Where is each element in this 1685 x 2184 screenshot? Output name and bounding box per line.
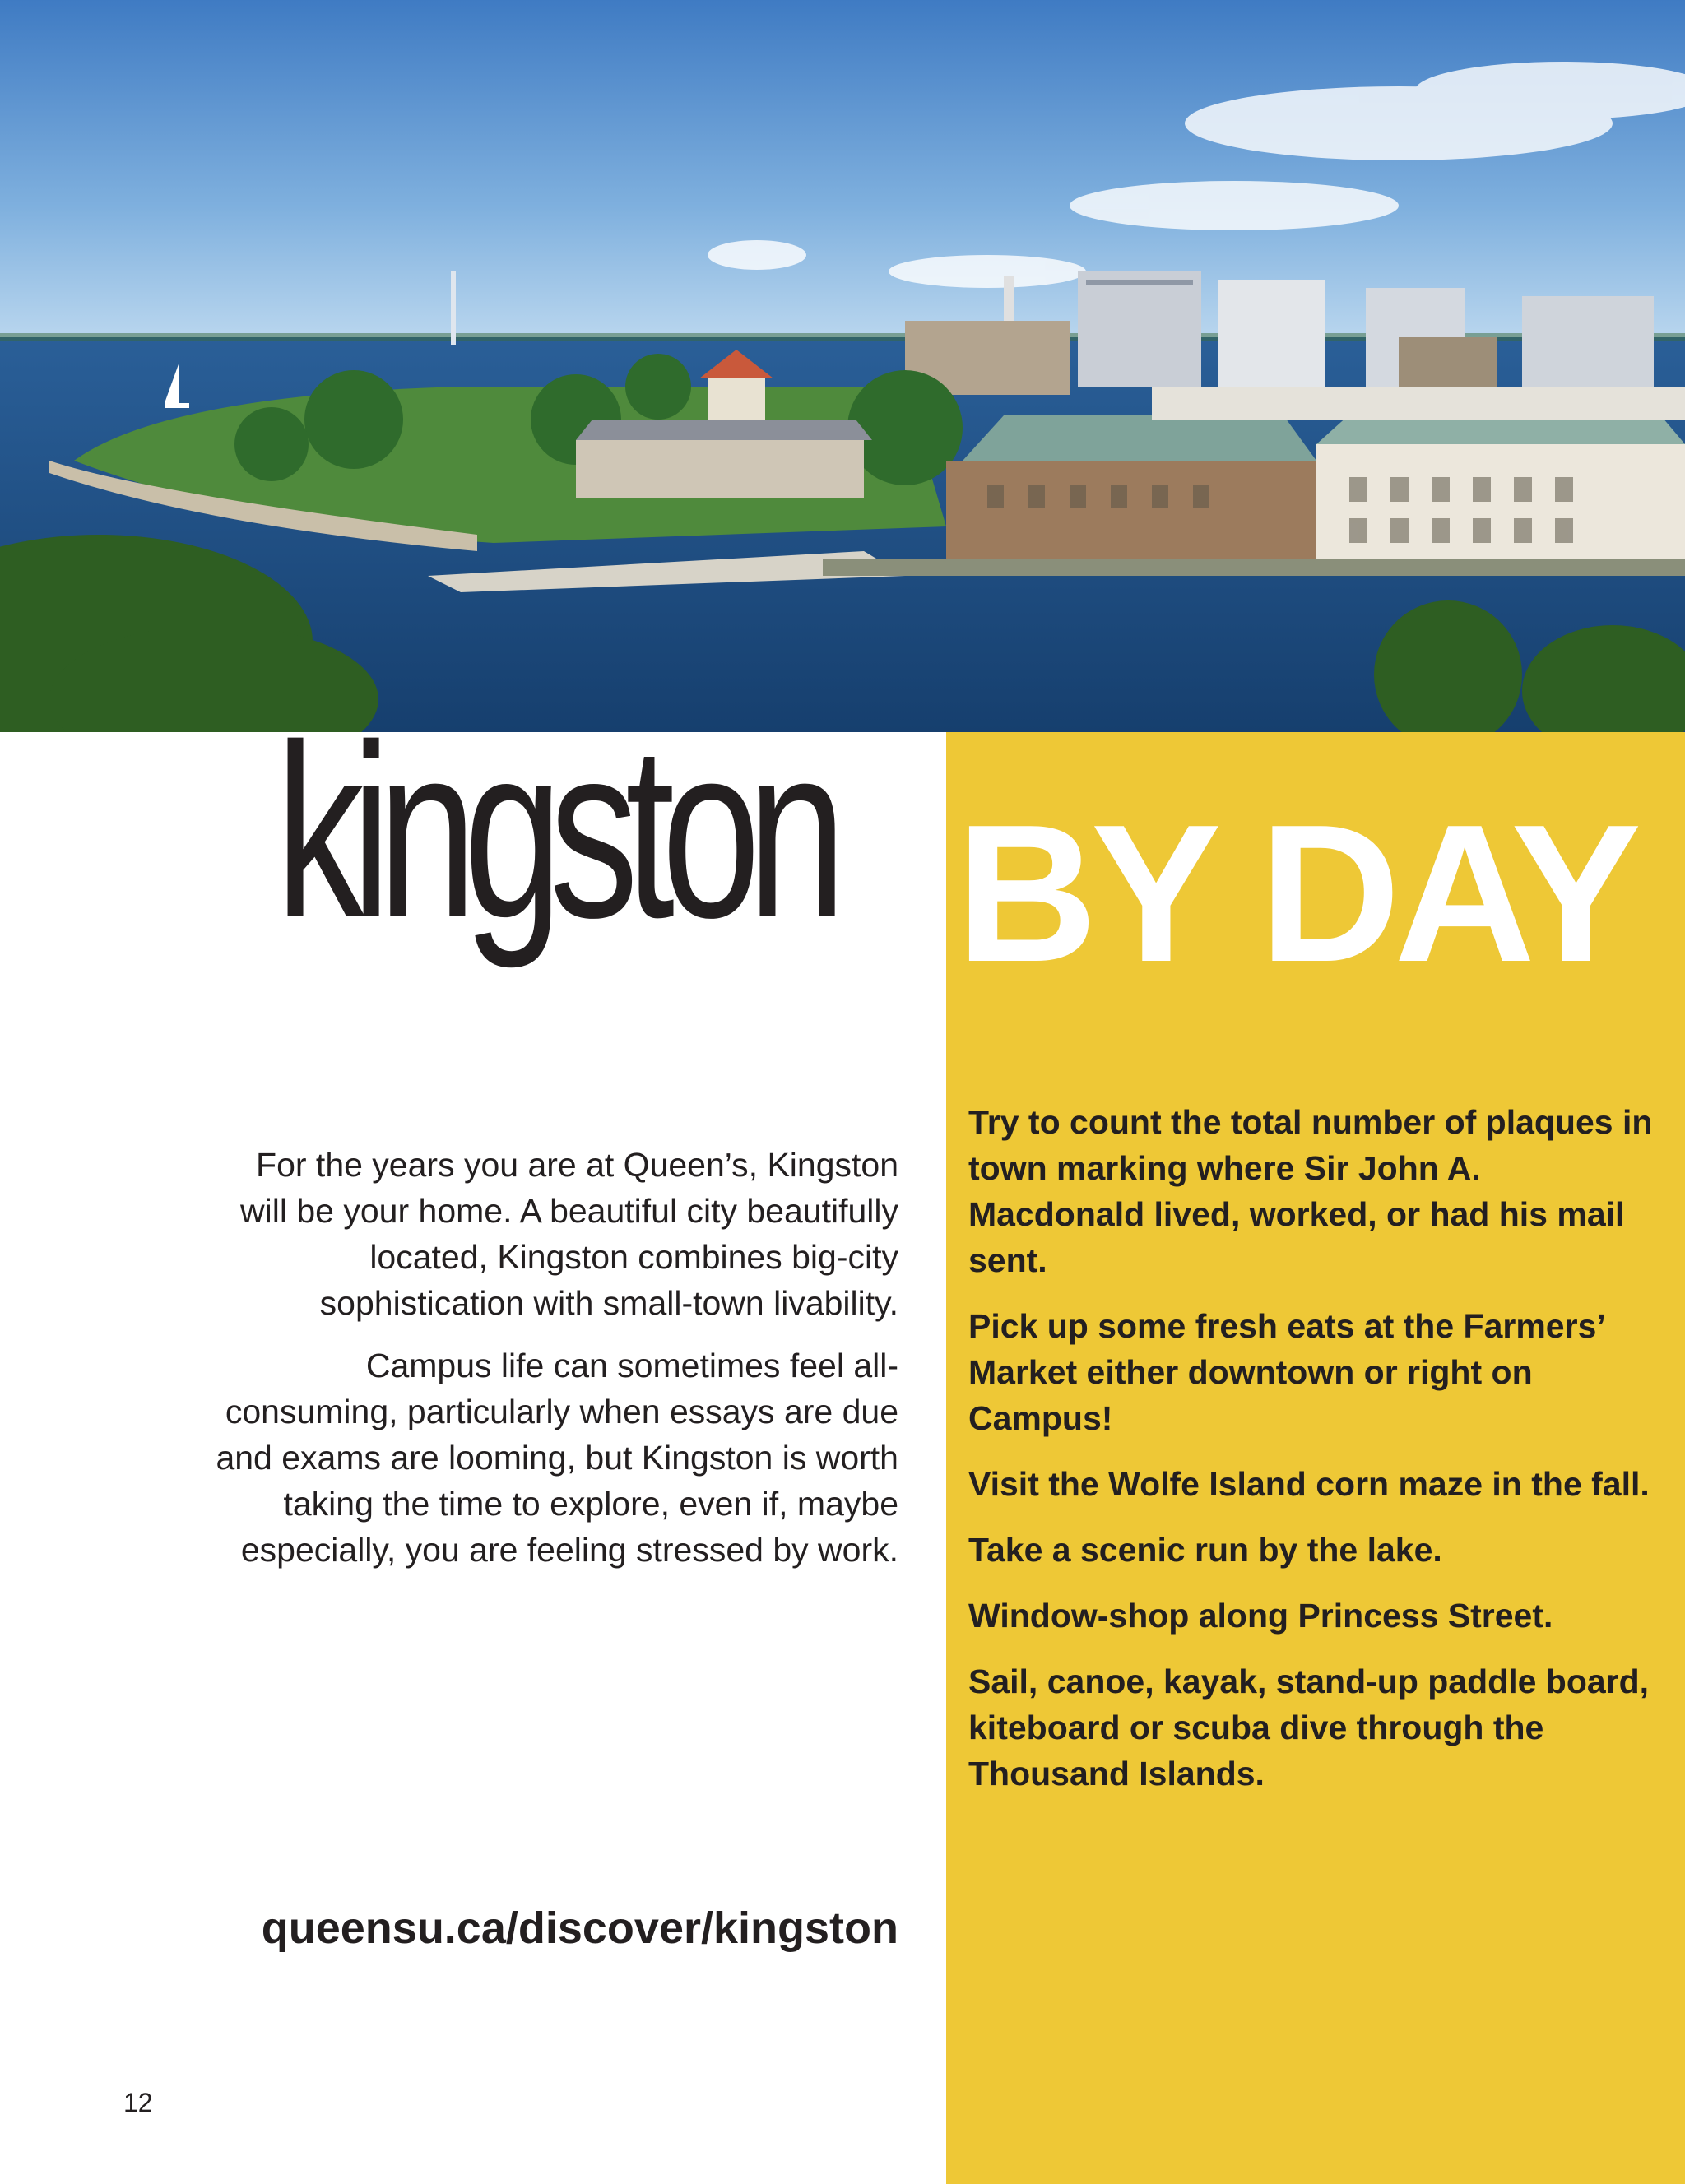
title-by-day: BY DAY <box>956 785 1636 1003</box>
tips-list <box>968 1099 1659 1816</box>
tip-item: Take a scenic run by the lake. <box>968 1531 1442 1569</box>
harbour-illustration <box>0 0 1685 732</box>
intro-paragraph-2: Campus life can sometimes feel all-consuming, particularly when essays are due and exams are looming, but Kingston is worth taking the time to explore, even if, maybe especially, you are feeling stressed by work. <box>216 1347 898 1569</box>
tip-item: Window-shop along Princess Street. <box>968 1597 1553 1635</box>
tip-item: Sail, canoe, kayak, stand-up paddle board, kiteboard or scuba dive through the Thousand Islands. <box>968 1662 1650 1792</box>
tip-item: Visit the Wolfe Island corn maze in the fall. <box>968 1465 1650 1503</box>
intro-text <box>206 1142 898 1589</box>
intro-paragraph-1: For the years you are at Queen’s, Kingston will be your home. A beautiful city beautifully located, Kingston combines big-city sophistication with small-town livability. <box>240 1146 898 1322</box>
page-number: 12 <box>123 2088 153 2117</box>
title-kingston: kingston <box>276 693 833 969</box>
discover-link[interactable]: queensu.ca/discover/kingston <box>261 1903 898 1953</box>
tip-item: Try to count the total number of plaques in town marking where Sir John A. Macdonald lived, worked, or had his mail sent. <box>968 1103 1653 1279</box>
tip-item: Pick up some fresh eats at the Farmers’ Market either downtown or right on Campus! <box>968 1307 1604 1437</box>
header-photo <box>0 0 1685 732</box>
tower <box>451 271 456 345</box>
